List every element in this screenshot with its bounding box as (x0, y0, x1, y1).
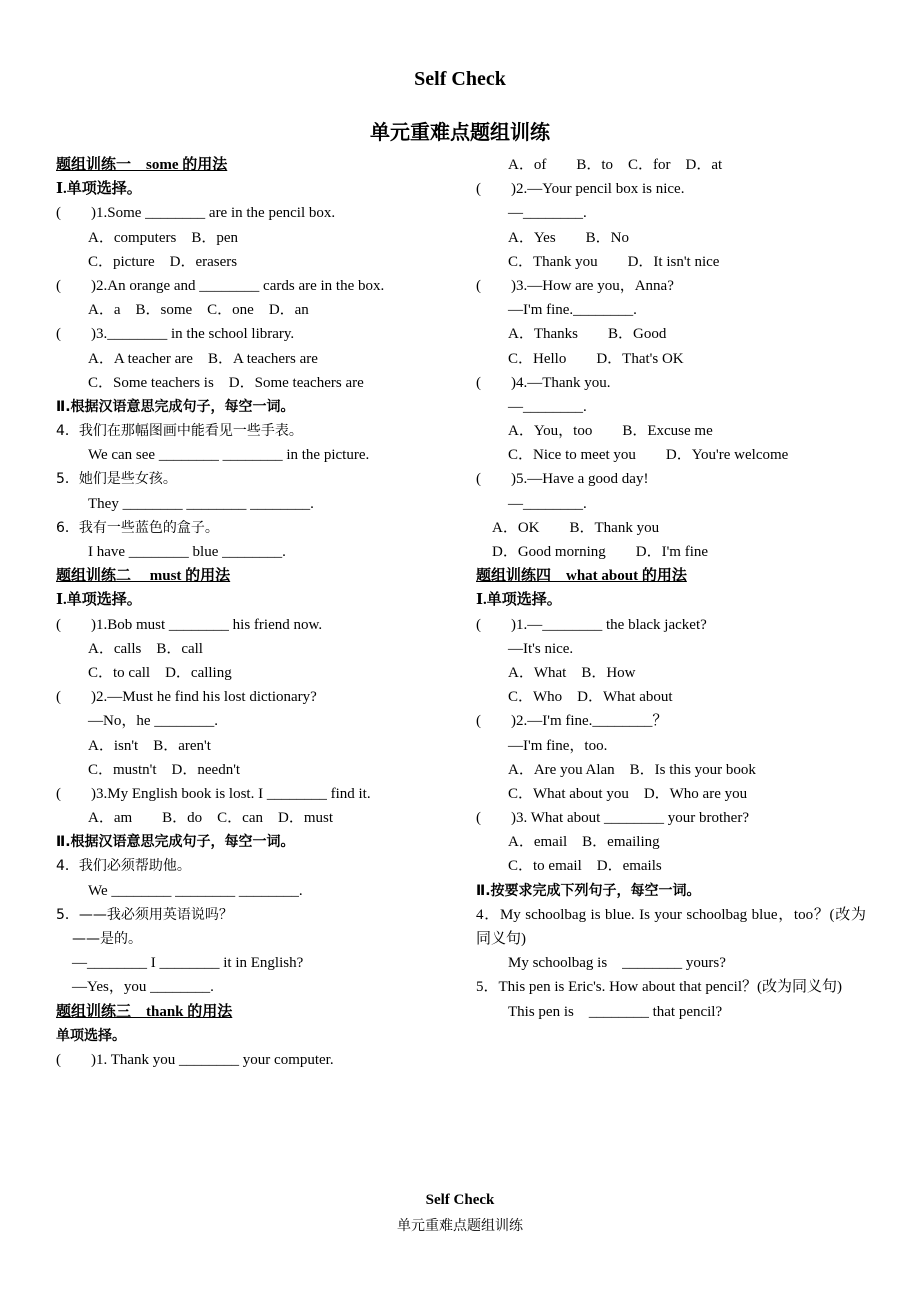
question-line: ( )4.—Thank you. (476, 374, 611, 391)
question-line: ( )3.—How are you，Anna? (476, 277, 674, 294)
text-line: We can see ________ ________ in the picture. (88, 447, 370, 464)
text-line: 6．我有一些蓝色的盒子。 (56, 519, 219, 536)
question-line: ( )2.—I'm fine.________？ (476, 713, 668, 730)
text-line: 5．她们是些女孩。 (56, 471, 177, 488)
text-line: ——是的。 (72, 931, 142, 947)
question-line: ( )3.________ in the school library. (56, 326, 295, 343)
options-line: C．Some teachers is D．Some teachers are (88, 374, 364, 391)
options-line: C．Hello D．That's OK (508, 350, 684, 367)
options-line: A．You，too B．Excuse me (508, 423, 713, 440)
text-line: I have ________ blue ________. (88, 544, 286, 560)
options-line: C．Thank you D．It isn't nice (508, 253, 720, 270)
instruction-heading: Ⅱ.根据汉语意思完成句子，每空一词。 (56, 834, 295, 851)
text-line: 4．My schoolbag is blue. Is your schoolbag blue，too？(改为同义句) (476, 906, 866, 948)
text-line: This pen is ________ that pencil? (508, 1003, 723, 1020)
right-column (476, 153, 866, 1024)
question-line: ( )1. Thank you ________ your computer. (56, 1051, 334, 1068)
text-line: —________. (508, 398, 587, 415)
section-heading: 题组训练二 must 的用法 (56, 568, 231, 585)
options-line: A．isn't B．aren't (88, 737, 211, 754)
text-line: —It's nice. (508, 640, 574, 657)
footer-title: Self Check (425, 1192, 495, 1208)
options-line: A．OK B．Thank you (492, 519, 660, 536)
question-line: ( )3. What about ________ your brother? (476, 810, 749, 827)
text-line: —Yes，you ________. (72, 979, 214, 996)
options-line: A．calls B．call (88, 640, 203, 657)
text-line: —________ I ________ it in English? (72, 955, 304, 972)
text-line: 5．This pen is Eric's. How about that pencil？(改为同义句) (476, 979, 842, 996)
options-line: C．Who D．What about (508, 689, 673, 706)
options-line: A．of B．to C．for D．at (508, 157, 723, 173)
section-heading: 题组训练三 thank 的用法 (56, 1003, 233, 1020)
instruction-heading: 单项选择。 (56, 1027, 126, 1044)
options-line: A．am B．do C．can D．must (88, 810, 333, 827)
options-line: D．Good morning D．I'm fine (492, 544, 709, 560)
question-line: ( )1.Bob must ________ his friend now. (56, 616, 323, 633)
text-line: —I'm fine，too. (508, 737, 608, 754)
text-line: My schoolbag is ________ yours? (508, 955, 726, 972)
question-line: ( )3.My English book is lost. I ________ find it. (56, 785, 371, 802)
text-line: —I'm fine.________. (508, 302, 637, 319)
options-line: A．Thanks B．Good (508, 326, 667, 343)
instruction-heading: Ⅰ.单项选择。 (476, 592, 562, 609)
instruction-heading: Ⅰ.单项选择。 (56, 181, 142, 198)
question-line: ( )2.—Your pencil box is nice. (476, 181, 685, 198)
question-line: ( )2.An orange and ________ cards are in the box. (56, 277, 385, 294)
text-line: —________. (508, 495, 587, 512)
options-line: C．to call D．calling (88, 664, 232, 681)
text-line: —________. (508, 205, 587, 222)
text-line: 4．我们必须帮助他。 (56, 858, 191, 875)
section-heading: 题组训练四 what about 的用法 (476, 568, 687, 585)
footer-subtitle: 单元重难点题组训练 (397, 1218, 523, 1234)
options-line: A．email B．emailing (508, 834, 660, 851)
instruction-heading: Ⅱ.根据汉语意思完成句子，每空一词。 (56, 398, 295, 415)
text-line: They ________ ________ ________. (88, 495, 314, 512)
question-line: ( )5.—Have a good day! (476, 471, 649, 488)
instruction-heading: Ⅱ.按要求完成下列句子，每空一词。 (476, 882, 701, 899)
options-line: A．a B．some C．one D．an (88, 302, 309, 319)
options-line: A．What B．How (508, 664, 636, 681)
options-line: C．Nice to meet you D．You're welcome (508, 447, 789, 464)
options-line: C．to email D．emails (508, 858, 662, 875)
section-heading: 题组训练一 some 的用法 (56, 157, 228, 173)
options-line: A．A teacher are B．A teachers are (88, 350, 318, 367)
question-line: ( )1.Some ________ are in the pencil box. (56, 205, 336, 222)
left-column (56, 153, 466, 1072)
text-line: 4．我们在那幅图画中能看见一些手表。 (56, 423, 303, 440)
options-line: A．Are you Alan B．Is this your book (508, 761, 756, 778)
text-line: We ________ ________ ________. (88, 882, 303, 899)
question-line: ( )1.—________ the black jacket? (476, 616, 707, 633)
options-line: A．computers B．pen (88, 229, 238, 246)
question-line: ( )2.—Must he find his lost dictionary? (56, 689, 317, 706)
text-line: 5．——我必须用英语说吗？ (56, 906, 233, 923)
text-line: —No，he ________. (88, 713, 218, 730)
options-line: C．mustn't D．needn't (88, 761, 241, 778)
options-line: C．picture D．erasers (88, 253, 238, 270)
page-subtitle: 单元重难点题组训练 (370, 120, 550, 144)
page-title: Self Check (414, 68, 506, 90)
options-line: C．What about you D．Who are you (508, 785, 748, 802)
instruction-heading: Ⅰ.单项选择。 (56, 592, 142, 609)
options-line: A．Yes B．No (508, 229, 629, 246)
